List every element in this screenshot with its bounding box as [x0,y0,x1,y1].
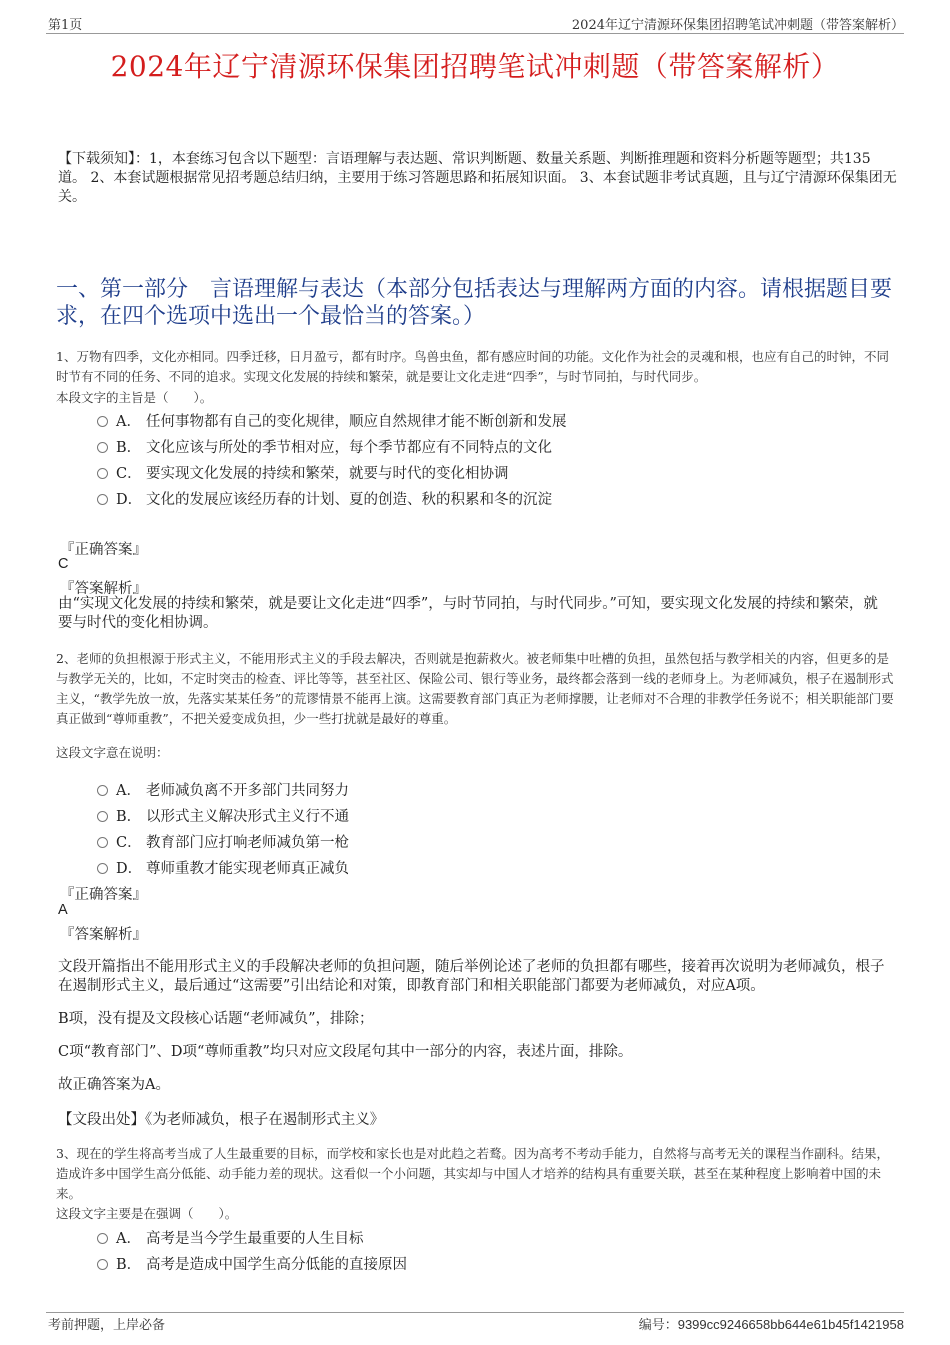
section-heading: 一、第一部分 言语理解与表达（本部分包括表达与理解两方面的内容。请根据题目要求，在四个选项中选出一个最恰当的答案。） [56,277,893,329]
question-1-option-b[interactable]: B． 文化应该与所处的季节相对应，每个季节都应有不同特点的文化 [97,436,552,457]
question-2-analysis-main: 文段开篇指出不能用形式主义的手段解决老师的负担问题，随后举例论述了老师的负担都有哪些，接着再次说明为老师减负，根子在遏制形式主义，最后通过“这需要”引出结论和对策，即教育部门和相关职能部门都要为老师减负，对应A项。 [58,959,885,994]
header-divider [46,33,904,34]
question-1-option-c[interactable]: C． 要实现文化发展的持续和繁荣，就要与时代的变化相协调 [97,462,509,483]
download-notice: 【下载须知】：1，本套练习包含以下题型：言语理解与表达题、常识判断题、数量关系题、判断推理题和资料分析题等题型；共135道。 2、本套试题根据常见招考题总结归纳，主要用于练习答题思路和拓展知识面。 3、本套试题非考试真题，且与辽宁清源环保集团无关。 [58,151,897,205]
question-1-answer: C [58,556,69,572]
question-2-option-a[interactable]: A． 老师减负离不开多部门共同努力 [97,779,349,800]
question-1-analysis: 由“实现文化发展的持续和繁荣，就是要让文化走进“四季”，与时节同拍，与时代同步。”可知，要实现文化发展的持续和繁荣，就要与时代的变化相协调。 [58,596,878,631]
question-2-stem: 这段文字意在说明： [56,745,169,760]
question-3-option-b[interactable]: B． 高考是造成中国学生高分低能的直接原因 [97,1253,407,1274]
question-2-analysis-b: B项，没有提及文段核心话题“老师减负”，排除； [58,1011,374,1027]
radio-icon[interactable] [97,416,108,427]
question-2-option-b[interactable]: B． 以形式主义解决形式主义行不通 [97,805,349,826]
document-title: 2024年辽宁清源环保集团招聘笔试冲刺题（带答案解析） [110,50,840,83]
question-1-stem: 本段文字的主旨是（ ）。 [56,390,213,405]
radio-icon[interactable] [97,785,108,796]
question-3-option-a[interactable]: A． 高考是当今学生最重要的人生目标 [97,1227,364,1248]
question-1-analysis-label: 『答案解析』 [60,581,147,597]
question-2-analysis-label: 『答案解析』 [60,927,147,943]
question-3-text: 3、现在的学生将高考当成了人生最重要的目标，而学校和家长也是对此趋之若鹜。因为高考不考动手能力，自然将与高考无关的课程当作副科。结果，造成许多中国学生高分低能、动手能力差的现状。这看似一个小问题，其实却与中国人才培养的结构具有重要关联，甚至在某种程度上影响着中国的未来。 [56,1146,889,1201]
question-2-analysis-cd: C项“教育部门”、D项“尊师重教”均只对应文段尾句其中一部分的内容，表述片面，排除。 [58,1044,633,1060]
question-2-option-d[interactable]: D． 尊师重教才能实现老师真正减负 [97,857,349,878]
radio-icon[interactable] [97,468,108,479]
radio-icon[interactable] [97,863,108,874]
header-doc-title: 2024年辽宁清源环保集团招聘笔试冲刺题（带答案解析） [571,18,904,33]
question-2-option-c[interactable]: C． 教育部门应打响老师减负第一枪 [97,831,349,852]
question-2-conclusion: 故正确答案为A。 [58,1077,170,1093]
question-1-answer-label: 『正确答案』 [60,542,147,558]
footer-slogan: 考前押题，上岸必备 [48,1318,166,1333]
radio-icon[interactable] [97,442,108,453]
footer-divider [46,1312,904,1313]
radio-icon[interactable] [97,1259,108,1270]
question-2-answer: A [58,902,68,918]
page-number: 第1页 [48,18,83,33]
radio-icon[interactable] [97,494,108,505]
radio-icon[interactable] [97,1233,108,1244]
footer-doc-code: 编号：9399cc9246658bb644e61b45f1421958 [638,1317,904,1333]
question-2-source: 【文段出处】《为老师减负，根子在遏制形式主义》 [58,1112,385,1128]
question-1-option-a[interactable]: A． 任何事物都有自己的变化规律，顺应自然规律才能不断创新和发展 [97,410,567,431]
question-1-option-d[interactable]: D． 文化的发展应该经历春的计划、夏的创造、秋的积累和冬的沉淀 [97,488,552,509]
question-2-text: 2、老师的负担根源于形式主义，不能用形式主义的手段去解决，否则就是抱薪救火。被老师集中吐槽的负担，虽然包括与教学相关的内容，但更多的是与教学无关的，比如，不定时突击的检查、评比等等，甚至社区、保险公司、银行等业务，最终都会落到一线的老师身上。为老师减负，根子在遏制形式主义，“教学先放一放，先落实某某任务”的荒谬情景不能再上演。这需要教育部门真正为老师撑腰，让老师对不合理的非教学任务说不；相关职能部门要真正做到“尊师重教”，不把关爱变成负担，少一些打扰就是最好的尊重。 [56,651,894,726]
question-1-text: 1、万物有四季，文化亦相同。四季迁移，日月盈亏，都有时序。鸟兽虫鱼，都有感应时间的功能。文化作为社会的灵魂和根，也应有自己的时钟，不同时节有不同的任务、不同的追求。实现文化发展的持续和繁荣，就是要让文化走进“四季”，与时节同拍，与时代同步。 [56,349,889,384]
question-2-answer-label: 『正确答案』 [60,887,147,903]
question-3-stem: 这段文字主要是在强调（ ）。 [56,1206,238,1221]
radio-icon[interactable] [97,837,108,848]
radio-icon[interactable] [97,811,108,822]
